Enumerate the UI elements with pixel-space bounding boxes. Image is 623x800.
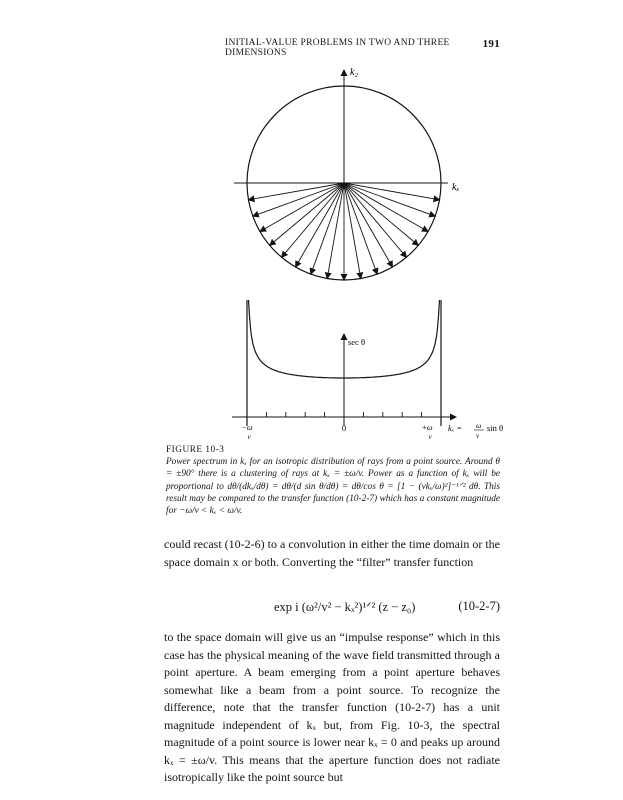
kx-axis-label: kₓ <box>452 182 460 193</box>
kz-axis-label: k₂ <box>350 67 358 78</box>
ray-fan <box>249 183 440 280</box>
tick-label-zero: 0 <box>341 423 347 433</box>
tick-label-minus-omega: −ω <box>241 423 253 432</box>
paragraph-1: could recast (10-2-6) to a convolution in either the time domain or the space domain x or both. Converting the “filter” transfer function <box>164 537 500 569</box>
caption-text: Power spectrum in kₓ for an isotropic distribution of rays from a point source. Around θ = ±90° there is a clustering of rays at kₓ = ±ω/v. Power as a function of kₓ will be proportional to dθ/(dkₓ/dθ) = dθ/(d sin θ/dθ) = dθ/cos θ = [1 − (vkₓ/ω)²]⁻¹ᐟ² dθ. This result may be compared to the transfer function (10-2-7) which has a constant magnitude for −ω/v < kₓ < ω/v. <box>166 457 500 517</box>
tick-marks <box>247 412 441 417</box>
axis-equation-rhs: sin θ <box>487 423 504 433</box>
figure-label: FIGURE 10-3 <box>166 445 225 455</box>
equation-block <box>164 587 500 627</box>
tick-label-plus-omega: +ω <box>421 423 433 432</box>
equation-expression: exp i (ω²/v² − kₓ²)¹ᐟ² (z − z₀) <box>274 600 416 614</box>
sec-theta-label: sec θ <box>348 337 366 347</box>
paragraph-2: to the space domain will give us an “impulse response” which in this case has the physical meaning of the wave field transmitted through a point aperture. A beam emerging from a point aperture behaves somewhat like a beam from a point source. To recognize the difference, note that the transfer function (10-2-7) has a unit magnitude independent of kₓ but, from Fig. 10-3, the spectral magnitude of a point source is lower near kₓ = 0 and peaks up around kₓ = ±ω/v. This means that the aperture function does not radiate isotropically like the point source but <box>164 630 500 784</box>
axis-equation-frac-num: ω <box>476 421 482 430</box>
tick-label-minus-omega-den: v <box>247 433 251 441</box>
running-title: INITIAL-VALUE PROBLEMS IN TWO AND THREE DIMENSIONS <box>225 38 450 58</box>
figure-caption <box>166 444 500 517</box>
page-number: 191 <box>482 38 500 50</box>
axis-equation-frac-den: v <box>476 432 480 440</box>
tick-label-plus-omega-den: v <box>428 433 432 441</box>
axis-equation-lhs: kₓ = <box>448 423 463 433</box>
equation-number: (10-2-7) <box>458 599 500 613</box>
